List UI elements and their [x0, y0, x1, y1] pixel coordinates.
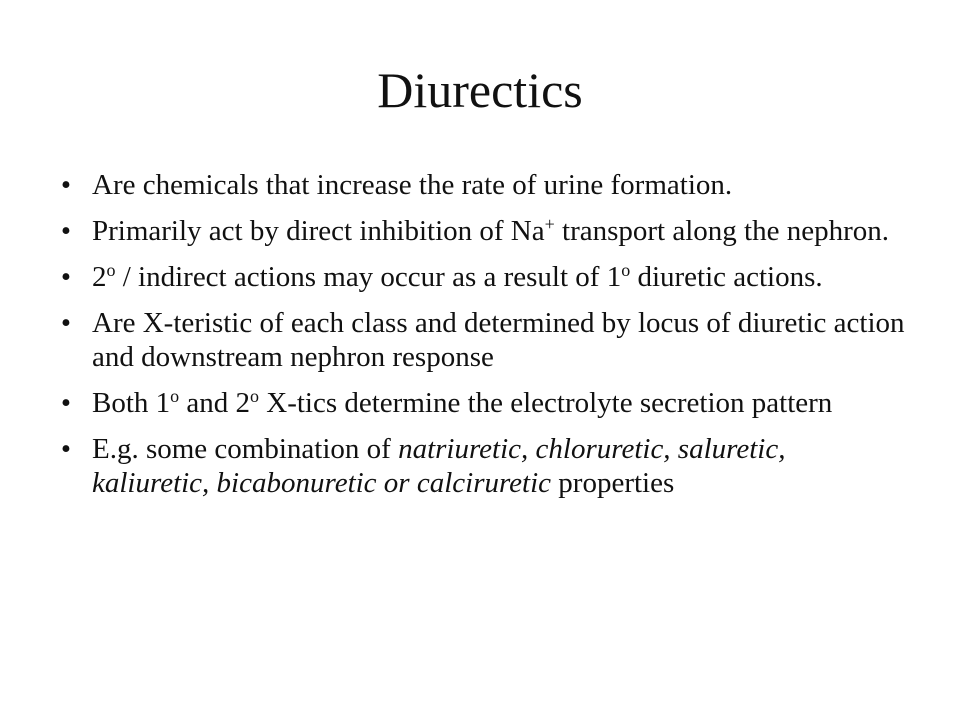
italic-terms: natriuretic, chloruretic, saluretic, kaliuretic, bicabonuretic or calciruretic	[92, 433, 786, 499]
bullet-text-segment: properties	[551, 467, 675, 499]
bullet-item	[56, 214, 906, 248]
superscript: o	[106, 260, 116, 281]
bullet-text-segment: diuretic actions.	[630, 261, 823, 293]
bullet-text-segment: E.g. some combination of	[92, 433, 399, 465]
bullet-text	[92, 261, 823, 293]
bullet-item	[56, 432, 906, 500]
bullet-text-segment: Primarily act by direct inhibition of Na	[92, 215, 545, 247]
bullet-item	[56, 386, 906, 420]
bullet-icon: •	[60, 387, 72, 419]
bullet-icon: •	[60, 215, 72, 247]
bullet-item	[56, 260, 906, 294]
bullet-text	[92, 215, 889, 247]
bullet-text-segment: Are chemicals that increase the rate of urine formation.	[92, 169, 733, 201]
bullet-text	[92, 387, 832, 419]
bullet-text-segment: Both 1	[92, 387, 171, 419]
bullet-text	[92, 307, 905, 373]
bullet-icon: •	[60, 307, 72, 339]
bullet-text-segment: 2	[92, 261, 107, 293]
bullet-list	[56, 168, 906, 512]
bullet-text	[92, 433, 785, 499]
superscript: o	[621, 260, 631, 281]
bullet-icon: •	[60, 261, 72, 293]
superscript: o	[250, 386, 259, 407]
bullet-text-segment: and 2	[179, 387, 251, 419]
superscript: o	[170, 386, 180, 407]
bullet-text	[92, 169, 732, 201]
slide-title: Diurectics	[377, 62, 583, 118]
bullet-text-segment: X-tics determine the electrolyte secretion pattern	[259, 387, 833, 419]
bullet-icon: •	[60, 433, 72, 465]
bullet-item	[56, 168, 906, 202]
superscript: +	[544, 214, 555, 235]
bullet-item	[56, 306, 906, 374]
bullet-text-segment: Are X-teristic of each class and determined by locus of diuretic action and downstream nephron response	[92, 307, 905, 373]
bullet-icon: •	[60, 169, 72, 201]
bullet-text-segment: transport along the nephron.	[554, 215, 889, 247]
bullet-text-segment: / indirect actions may occur as a result of 1	[115, 261, 622, 293]
